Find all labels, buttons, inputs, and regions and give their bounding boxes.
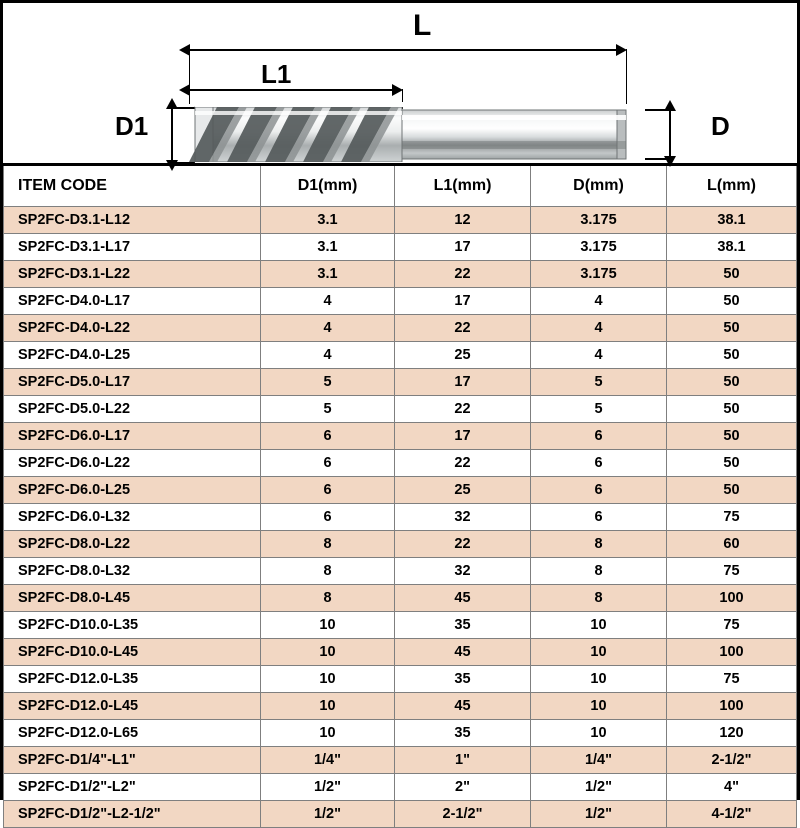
- cell-value: 120: [667, 720, 797, 747]
- table-row: [4, 396, 797, 423]
- cell-value: 5: [531, 396, 667, 423]
- table-row: [4, 450, 797, 477]
- cell-value: 1/4": [531, 747, 667, 774]
- cell-value: 5: [531, 369, 667, 396]
- cell-value: 6: [261, 450, 395, 477]
- cell-item-code: SP2FC-D3.1-L12: [4, 207, 261, 234]
- dimension-label-D1: D1: [115, 111, 149, 141]
- column-header-d1: D1(mm): [261, 165, 395, 207]
- cell-item-code: SP2FC-D8.0-L22: [4, 531, 261, 558]
- cell-value: 2": [395, 774, 531, 801]
- table-row: [4, 342, 797, 369]
- table-row: [4, 666, 797, 693]
- cell-value: 45: [395, 639, 531, 666]
- cell-value: 17: [395, 369, 531, 396]
- table-row: [4, 747, 797, 774]
- cell-item-code: SP2FC-D3.1-L22: [4, 261, 261, 288]
- cell-value: 75: [667, 612, 797, 639]
- cell-value: 35: [395, 612, 531, 639]
- cell-value: 50: [667, 450, 797, 477]
- cell-value: 35: [395, 666, 531, 693]
- dimension-label-L: L: [413, 9, 432, 42]
- cell-value: 25: [395, 477, 531, 504]
- table-row: [4, 234, 797, 261]
- cell-value: 4: [531, 342, 667, 369]
- table-row: [4, 612, 797, 639]
- cell-value: 50: [667, 342, 797, 369]
- cell-value: 10: [261, 639, 395, 666]
- cell-item-code: SP2FC-D12.0-L45: [4, 693, 261, 720]
- cell-value: 50: [667, 261, 797, 288]
- cell-value: 5: [261, 396, 395, 423]
- column-header-l: L(mm): [667, 165, 797, 207]
- tool-diagram: [3, 3, 797, 163]
- cell-value: 1/2": [261, 801, 395, 828]
- cell-value: 17: [395, 234, 531, 261]
- table-row: [4, 369, 797, 396]
- cell-value: 75: [667, 666, 797, 693]
- table-row: [4, 207, 797, 234]
- dimension-label-D: D: [711, 111, 730, 141]
- cell-value: 6: [531, 504, 667, 531]
- table-row: [4, 585, 797, 612]
- cell-value: 45: [395, 693, 531, 720]
- cell-value: 50: [667, 423, 797, 450]
- cell-value: 10: [531, 693, 667, 720]
- cell-value: 3.1: [261, 261, 395, 288]
- table-row: [4, 558, 797, 585]
- table-row: [4, 801, 797, 828]
- cell-value: 8: [531, 585, 667, 612]
- cell-value: 3.175: [531, 261, 667, 288]
- cell-value: 100: [667, 585, 797, 612]
- cell-value: 25: [395, 342, 531, 369]
- cell-value: 12: [395, 207, 531, 234]
- cell-value: 60: [667, 531, 797, 558]
- cell-value: 45: [395, 585, 531, 612]
- table-header-row: [4, 165, 797, 207]
- cell-value: 10: [531, 720, 667, 747]
- cell-item-code: SP2FC-D6.0-L17: [4, 423, 261, 450]
- cell-item-code: SP2FC-D1/2"-L2": [4, 774, 261, 801]
- cell-value: 2-1/2": [667, 747, 797, 774]
- cell-item-code: SP2FC-D8.0-L45: [4, 585, 261, 612]
- cell-value: 3.1: [261, 234, 395, 261]
- cell-value: 4: [261, 288, 395, 315]
- table-row: [4, 693, 797, 720]
- cell-value: 50: [667, 315, 797, 342]
- cell-item-code: SP2FC-D5.0-L17: [4, 369, 261, 396]
- cell-item-code: SP2FC-D10.0-L45: [4, 639, 261, 666]
- cell-value: 4: [261, 315, 395, 342]
- cell-value: 10: [531, 639, 667, 666]
- cell-value: 6: [531, 423, 667, 450]
- column-header-d: D(mm): [531, 165, 667, 207]
- cell-value: 4-1/2": [667, 801, 797, 828]
- table-row: [4, 504, 797, 531]
- cell-value: 22: [395, 261, 531, 288]
- cell-value: 50: [667, 288, 797, 315]
- cell-value: 1": [395, 747, 531, 774]
- cell-item-code: SP2FC-D6.0-L32: [4, 504, 261, 531]
- cell-item-code: SP2FC-D4.0-L25: [4, 342, 261, 369]
- table-row: [4, 639, 797, 666]
- cell-item-code: SP2FC-D1/2"-L2-1/2": [4, 801, 261, 828]
- cell-value: 10: [261, 693, 395, 720]
- cell-value: 22: [395, 315, 531, 342]
- cell-value: 10: [531, 666, 667, 693]
- table-row: [4, 720, 797, 747]
- cell-value: 6: [531, 477, 667, 504]
- cell-value: 3.175: [531, 234, 667, 261]
- dimension-label-L1: L1: [261, 59, 292, 89]
- cell-value: 100: [667, 693, 797, 720]
- cell-item-code: SP2FC-D12.0-L65: [4, 720, 261, 747]
- cell-value: 32: [395, 504, 531, 531]
- table-body: [4, 207, 797, 828]
- cell-value: 17: [395, 423, 531, 450]
- cell-item-code: SP2FC-D3.1-L17: [4, 234, 261, 261]
- cell-value: 75: [667, 558, 797, 585]
- specifications-table: [3, 163, 797, 828]
- cell-item-code: SP2FC-D4.0-L17: [4, 288, 261, 315]
- cell-item-code: SP2FC-D10.0-L35: [4, 612, 261, 639]
- cell-value: 32: [395, 558, 531, 585]
- cell-value: 1/2": [531, 801, 667, 828]
- cell-value: 8: [261, 585, 395, 612]
- cell-value: 35: [395, 720, 531, 747]
- cell-value: 22: [395, 531, 531, 558]
- column-header-item-code: ITEM CODE: [4, 165, 261, 207]
- cell-value: 17: [395, 288, 531, 315]
- cell-value: 1/2": [261, 774, 395, 801]
- cell-value: 1/4": [261, 747, 395, 774]
- cell-value: 6: [261, 504, 395, 531]
- cell-value: 6: [261, 423, 395, 450]
- table-row: [4, 423, 797, 450]
- cell-item-code: SP2FC-D6.0-L22: [4, 450, 261, 477]
- cell-value: 5: [261, 369, 395, 396]
- cell-value: 10: [261, 666, 395, 693]
- cell-value: 22: [395, 396, 531, 423]
- cell-value: 4: [531, 315, 667, 342]
- cell-value: 8: [531, 531, 667, 558]
- cell-value: 4": [667, 774, 797, 801]
- cell-value: 10: [261, 612, 395, 639]
- cell-item-code: SP2FC-D1/4"-L1": [4, 747, 261, 774]
- cell-value: 1/2": [531, 774, 667, 801]
- cell-item-code: SP2FC-D4.0-L22: [4, 315, 261, 342]
- cell-value: 22: [395, 450, 531, 477]
- table-row: [4, 288, 797, 315]
- cell-item-code: SP2FC-D12.0-L35: [4, 666, 261, 693]
- cell-value: 8: [261, 531, 395, 558]
- cell-value: 6: [531, 450, 667, 477]
- cell-value: 100: [667, 639, 797, 666]
- cell-value: 38.1: [667, 234, 797, 261]
- cell-item-code: SP2FC-D6.0-L25: [4, 477, 261, 504]
- cell-value: 2-1/2": [395, 801, 531, 828]
- cell-item-code: SP2FC-D5.0-L22: [4, 396, 261, 423]
- table-row: [4, 774, 797, 801]
- cell-value: 6: [261, 477, 395, 504]
- cell-value: 50: [667, 396, 797, 423]
- cell-value: 8: [531, 558, 667, 585]
- cell-value: 10: [261, 720, 395, 747]
- table-row: [4, 315, 797, 342]
- cell-value: 75: [667, 504, 797, 531]
- table-row: [4, 477, 797, 504]
- cell-value: 8: [261, 558, 395, 585]
- cell-item-code: SP2FC-D8.0-L32: [4, 558, 261, 585]
- table-row: [4, 531, 797, 558]
- cell-value: 4: [261, 342, 395, 369]
- cell-value: 3.1: [261, 207, 395, 234]
- cell-value: 38.1: [667, 207, 797, 234]
- column-header-l1: L1(mm): [395, 165, 531, 207]
- table-row: [4, 261, 797, 288]
- cell-value: 50: [667, 477, 797, 504]
- cell-value: 10: [531, 612, 667, 639]
- end-mill-cutter-icon: [3, 3, 800, 163]
- cell-value: 50: [667, 369, 797, 396]
- cell-value: 4: [531, 288, 667, 315]
- cell-value: 3.175: [531, 207, 667, 234]
